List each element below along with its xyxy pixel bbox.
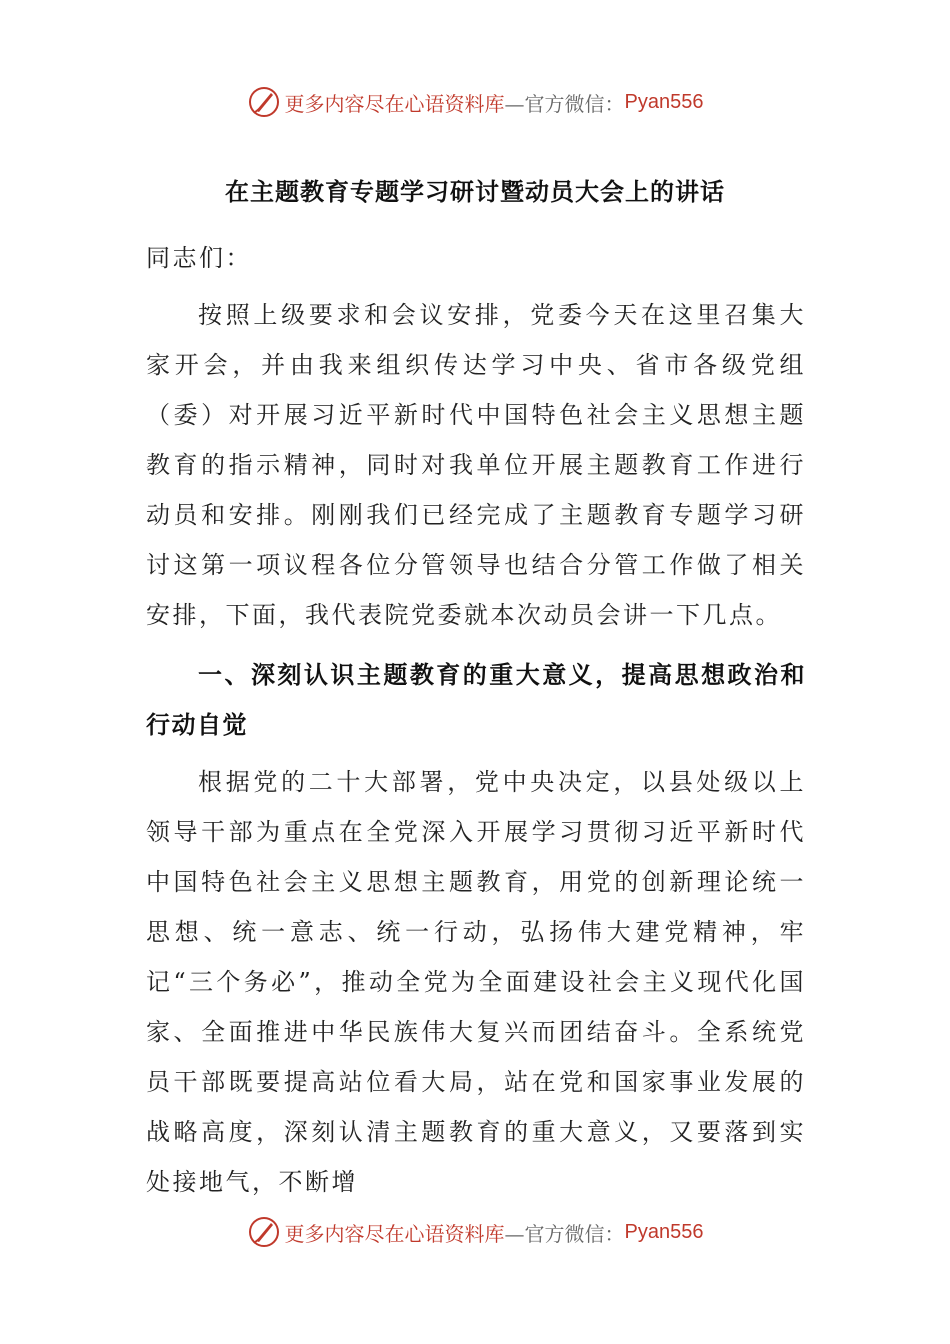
watermark-banner-top <box>0 82 950 122</box>
watermark-brand-text: 更多内容尽在心语资料库 <box>284 1221 505 1246</box>
watermark-brand-text: 更多内容尽在心语资料库 <box>284 91 505 116</box>
watermark-separator-text: —官方微信： <box>504 91 625 116</box>
section-heading: 一、深刻认识主题教育的重大意义，提高思想政治和行动自觉 <box>146 660 806 739</box>
watermark-separator-text: —官方微信： <box>504 1221 625 1246</box>
watermark-wechat-id: Pyan556 <box>624 90 704 113</box>
quill-pen-circle-icon <box>247 1215 281 1249</box>
section-paragraph: 根据党的二十大部署，党中央决定，以县处级以上领导干部为重点在全党深入开展学习贯彻习近平新时代中国特色社会主义思想主题教育，用党的创新理论统一思想、统一意志、统一行动，弘扬伟大建党精神，牢记“三个务必”，推动全党为全面建设社会主义现代化国家、全面推进中华民族伟大复兴而团结奋斗。全系统党员干部既要提高站位看大局，站在党和国家事业发展的战略高度，深刻认清主题教育的重大意义，又要落到实处接地气，不断增 <box>146 768 806 1196</box>
watermark-wechat-id: Pyan556 <box>624 1220 704 1243</box>
quill-pen-circle-icon <box>247 85 281 119</box>
document-title: 在主题教育专题学习研讨暨动员大会上的讲话 <box>225 177 725 206</box>
watermark-banner-bottom <box>0 1212 950 1252</box>
salutation: 同志们： <box>146 244 252 272</box>
opening-paragraph: 按照上级要求和会议安排，党委今天在这里召集大家开会，并由我来组织传达学习中央、省市各级党组（委）对开展习近平新时代中国特色社会主义思想主题教育的指示精神，同时对我单位开展主题教育工作进行动员和安排。刚刚我们已经完成了主题教育专题学习研讨这第一项议程各位分管领导也结合分管工作做了相关安排，下面，我代表院党委就本次动员会讲一下几点。 <box>146 301 806 629</box>
